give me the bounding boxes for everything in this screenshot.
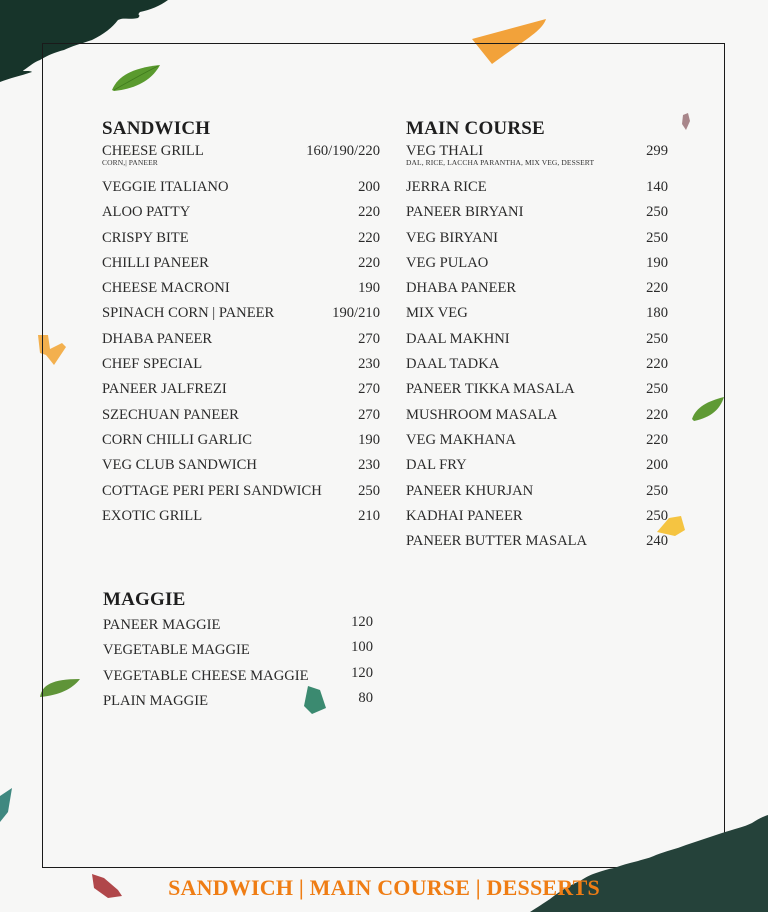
item-price: 180 xyxy=(646,305,668,322)
item-name: PANEER MAGGIE xyxy=(103,617,221,633)
item-price: 220 xyxy=(646,406,668,423)
item-name: PLAIN MAGGIE xyxy=(103,692,208,709)
item-name: DHABA PANEER xyxy=(102,330,213,347)
menu-item xyxy=(103,689,373,717)
item-name: VEGGIE ITALIANO xyxy=(102,179,229,195)
item-price: 120 xyxy=(351,614,373,630)
menu-item xyxy=(102,142,380,178)
item-name: VEG CLUB SANDWICH xyxy=(102,457,257,474)
item-name: PANEER BUTTER MASALA xyxy=(406,533,588,550)
item-price: 250 xyxy=(646,229,668,246)
item-price: 250 xyxy=(646,381,668,398)
item-name: KADHAI PANEER xyxy=(406,507,523,524)
menu-item xyxy=(406,532,668,557)
item-price: 200 xyxy=(646,457,668,474)
menu-item xyxy=(102,456,380,481)
item-name: CHEF SPECIAL xyxy=(102,356,203,373)
menu-item xyxy=(406,330,668,355)
item-name: PANEER BIRYANI xyxy=(406,204,524,221)
item-price: 220 xyxy=(358,229,380,246)
item-name: JERRA RICE xyxy=(406,179,487,195)
item-price: 100 xyxy=(351,639,373,656)
item-price: 140 xyxy=(646,179,668,195)
item-name: VEG MAKHANA xyxy=(406,431,516,448)
menu-item xyxy=(406,304,668,329)
item-price: 190 xyxy=(358,280,380,297)
menu-item xyxy=(102,406,380,431)
item-name: VEG BIRYANI xyxy=(406,229,499,246)
item-name: CHEESE MACRONI xyxy=(102,280,230,297)
item-price: 299 xyxy=(646,143,668,159)
item-name: CORN CHILLI GARLIC xyxy=(102,431,252,448)
item-price: 210 xyxy=(358,507,380,524)
item-price: 190 xyxy=(358,431,380,448)
menu-item xyxy=(102,203,380,228)
menu-item xyxy=(406,482,668,507)
item-description: CORN,| PANEER xyxy=(102,158,158,167)
menu-item xyxy=(406,380,668,405)
menu-item xyxy=(102,507,380,532)
item-name: DAL FRY xyxy=(406,457,467,474)
section-title: SANDWICH xyxy=(102,118,211,139)
item-price: 230 xyxy=(358,457,380,474)
item-price: 120 xyxy=(351,664,373,681)
item-price: 230 xyxy=(358,356,380,373)
item-name: VEG PULAO xyxy=(406,254,489,271)
item-name: COTTAGE PERI PERI SANDWICH xyxy=(102,482,322,499)
item-price: 220 xyxy=(646,356,668,373)
menu-item xyxy=(102,482,380,507)
menu-item xyxy=(406,203,668,228)
item-price: 250 xyxy=(646,507,668,524)
menu-item xyxy=(406,279,668,304)
menu-item xyxy=(406,355,668,380)
menu-item xyxy=(103,641,373,666)
item-name: DAAL TADKA xyxy=(406,356,500,373)
item-price: 220 xyxy=(646,280,668,297)
item-name: SPINACH CORN | PANEER xyxy=(102,305,275,322)
item-price: 190/210 xyxy=(332,305,380,322)
item-price: 270 xyxy=(358,381,380,398)
item-name: DHABA PANEER xyxy=(406,280,517,297)
item-name: CRISPY BITE xyxy=(102,229,189,246)
item-price: 220 xyxy=(646,431,668,448)
section-title: MAIN COURSE xyxy=(406,118,545,139)
item-name: VEGETABLE MAGGIE xyxy=(103,642,250,659)
item-description: DAL, RICE, LACCHA PARANTHA, MIX VEG, DESSERT xyxy=(406,158,595,167)
menu-item xyxy=(102,380,380,405)
menu-item xyxy=(102,431,380,456)
item-name: PANEER TIKKA MASALA xyxy=(406,381,575,398)
teal-confetti-edge-icon xyxy=(0,788,14,824)
section-title: MAGGIE xyxy=(103,589,186,610)
item-price: 250 xyxy=(358,482,380,499)
menu-item xyxy=(406,456,668,481)
menu-item xyxy=(406,229,668,254)
item-price: 250 xyxy=(646,482,668,499)
section-maggie xyxy=(103,587,373,717)
section-sandwich xyxy=(102,116,380,532)
menu-item xyxy=(102,330,380,355)
item-name: VEG THALI xyxy=(406,143,484,159)
menu-item xyxy=(406,507,668,532)
section-main-course xyxy=(406,116,668,557)
item-name: CHILLI PANEER xyxy=(102,254,209,271)
menu-item xyxy=(102,229,380,254)
item-name: EXOTIC GRILL xyxy=(102,507,203,524)
menu-item xyxy=(406,178,668,203)
item-name: PANEER KHURJAN xyxy=(406,482,534,499)
menu-item xyxy=(406,142,668,178)
item-price: 220 xyxy=(358,204,380,221)
item-name: ALOO PATTY xyxy=(102,204,191,221)
item-name: MUSHROOM MASALA xyxy=(406,406,558,423)
menu-item xyxy=(102,178,380,203)
item-name: CHEESE GRILL xyxy=(102,143,204,159)
menu-item xyxy=(406,254,668,279)
menu-item xyxy=(406,431,668,456)
item-name: SZECHUAN PANEER xyxy=(102,406,239,423)
item-price: 270 xyxy=(358,330,380,347)
footer-category-list: SANDWICH | MAIN COURSE | DESSERTS xyxy=(168,875,600,900)
item-price: 240 xyxy=(646,533,668,550)
menu-item xyxy=(102,254,380,279)
menu-item xyxy=(102,355,380,380)
item-price: 220 xyxy=(358,254,380,271)
item-name: DAAL MAKHNI xyxy=(406,330,510,347)
item-price: 270 xyxy=(358,406,380,423)
menu-item xyxy=(406,406,668,431)
menu-item xyxy=(102,304,380,329)
menu-item xyxy=(103,616,373,641)
menu-item xyxy=(103,664,373,692)
item-price: 250 xyxy=(646,204,668,221)
item-price: 250 xyxy=(646,330,668,347)
item-name: PANEER JALFREZI xyxy=(102,381,227,398)
item-name: VEGETABLE CHEESE MAGGIE xyxy=(103,667,309,684)
item-name: MIX VEG xyxy=(406,305,468,322)
item-price: 80 xyxy=(358,689,373,706)
item-price: 200 xyxy=(358,179,380,195)
item-price: 160/190/220 xyxy=(306,143,380,159)
menu-item xyxy=(102,279,380,304)
item-price: 190 xyxy=(646,254,668,271)
